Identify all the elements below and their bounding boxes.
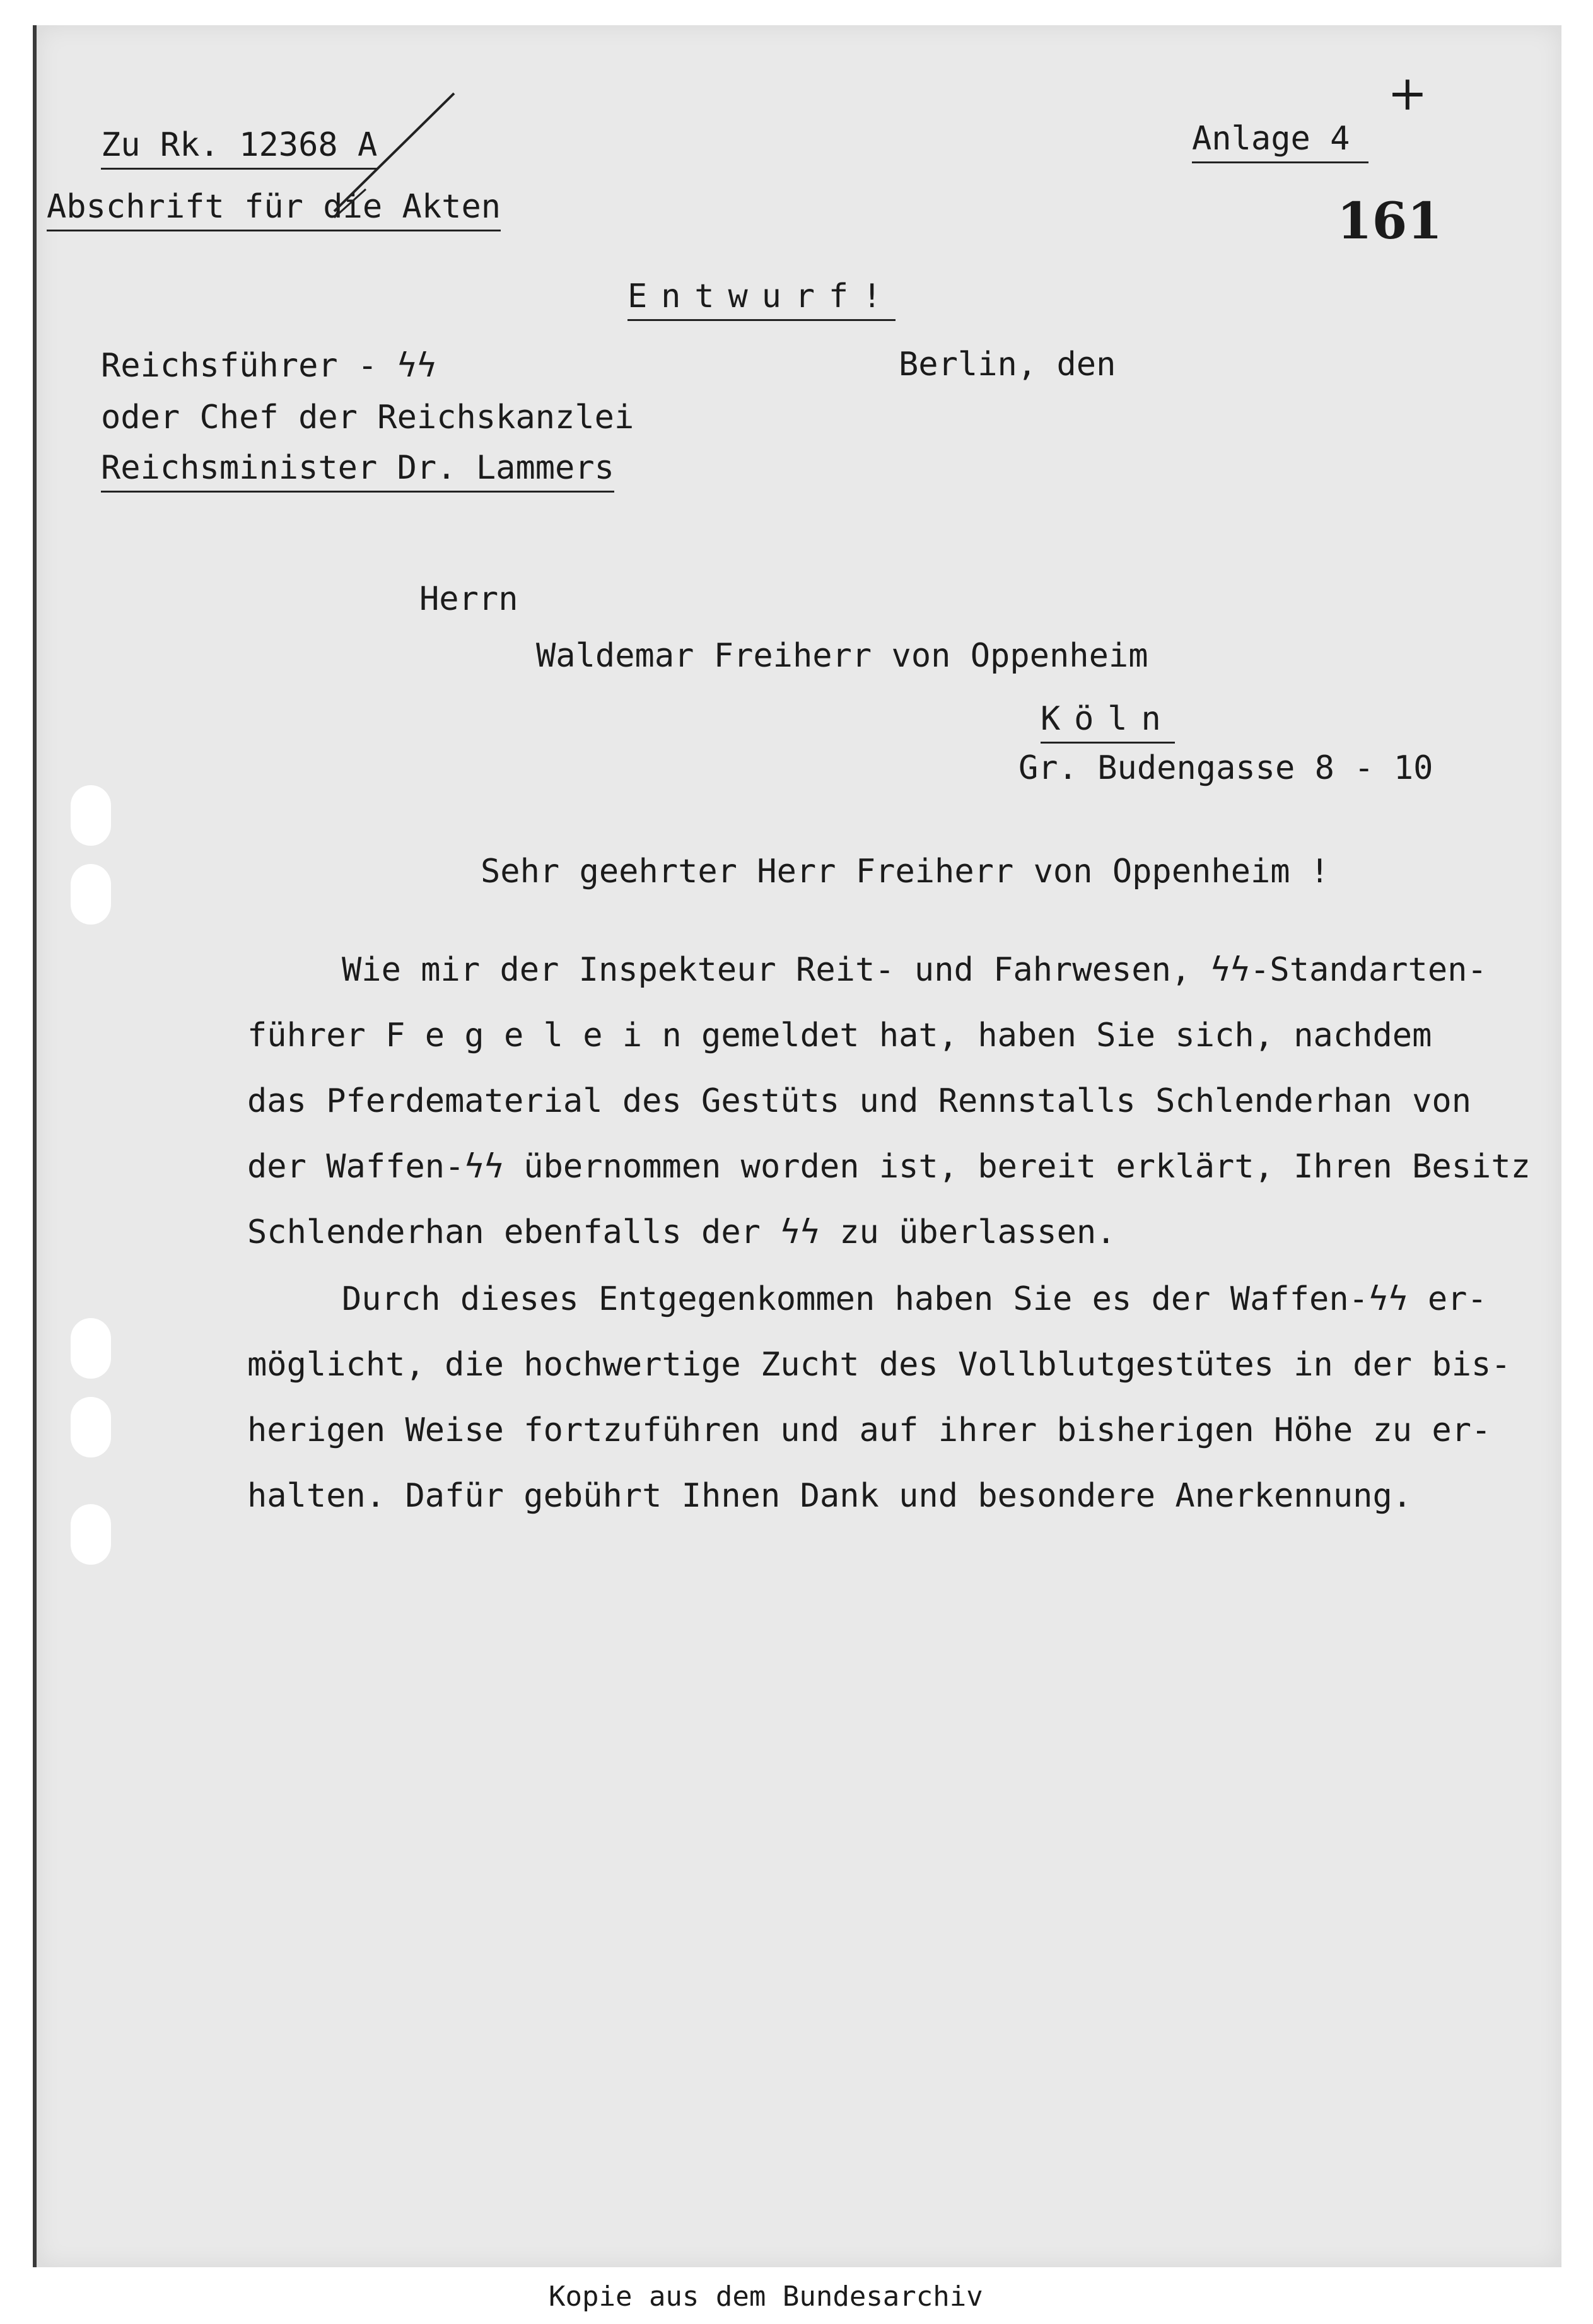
copy-note: Abschrift für die Akten [47,188,501,231]
page-number: 161 [1337,191,1442,250]
paragraph-line: Schlenderhan ebenfalls der ϟϟ zu überlassen. [247,1213,1116,1251]
recipient-name: Waldemar Freiherr von Oppenheim [536,637,1148,675]
recipient-city: Köln [1041,700,1175,744]
punch-hole [71,785,111,846]
punch-hole [71,1397,111,1457]
dateline: Berlin, den [899,346,1116,383]
punch-hole [71,1318,111,1379]
recipient-street: Gr. Budengasse 8 - 10 [1018,749,1433,787]
paragraph-line: Wie mir der Inspekteur Reit- und Fahrwesen, ϟϟ-Standarten- [342,951,1487,989]
sender-line-3: Reichsminister Dr. Lammers [101,449,614,493]
corner-mark: + [1387,65,1428,121]
paragraph-line: führer F e g e l e i n gemeldet hat, haben Sie sich, nachdem [247,1017,1432,1054]
punch-hole [71,864,111,925]
paragraph-line: das Pferdematerial des Gestüts und Rennstalls Schlenderhan von [247,1082,1472,1120]
paragraph-line: möglicht, die hochwertige Zucht des Vollblutgestütes in der bis- [247,1346,1511,1384]
punch-hole [71,1504,111,1565]
sender-line-1: Reichsführer - ϟϟ [101,347,437,385]
recipient-salutation: Herrn [419,580,518,618]
greeting: Sehr geehrter Herr Freiherr von Oppenheim ! [481,853,1330,890]
paragraph-line: der Waffen-ϟϟ übernommen worden ist, bereit erklärt, Ihren Besitz [247,1148,1531,1186]
sender-line-2: oder Chef der Reichskanzlei [101,399,634,436]
reference-number: Zu Rk. 12368 A [101,126,377,170]
paragraph-line: halten. Dafür gebührt Ihnen Dank und besondere Anerkennung. [247,1477,1413,1515]
paragraph-line: Durch dieses Entgegenkommen haben Sie es der Waffen-ϟϟ er- [342,1280,1487,1318]
attachment-label: Anlage 4 [1192,120,1368,163]
body-paragraph-2 [247,1266,1511,1529]
check-mark-icon [328,88,467,240]
paragraph-line: herigen Weise fortzuführen und auf ihrer bisherigen Höhe zu er- [247,1411,1491,1449]
archive-footer: Kopie aus dem Bundesarchiv [549,2280,983,2313]
draft-label: Entwurf! [627,277,896,321]
body-paragraph-1 [247,937,1531,1265]
